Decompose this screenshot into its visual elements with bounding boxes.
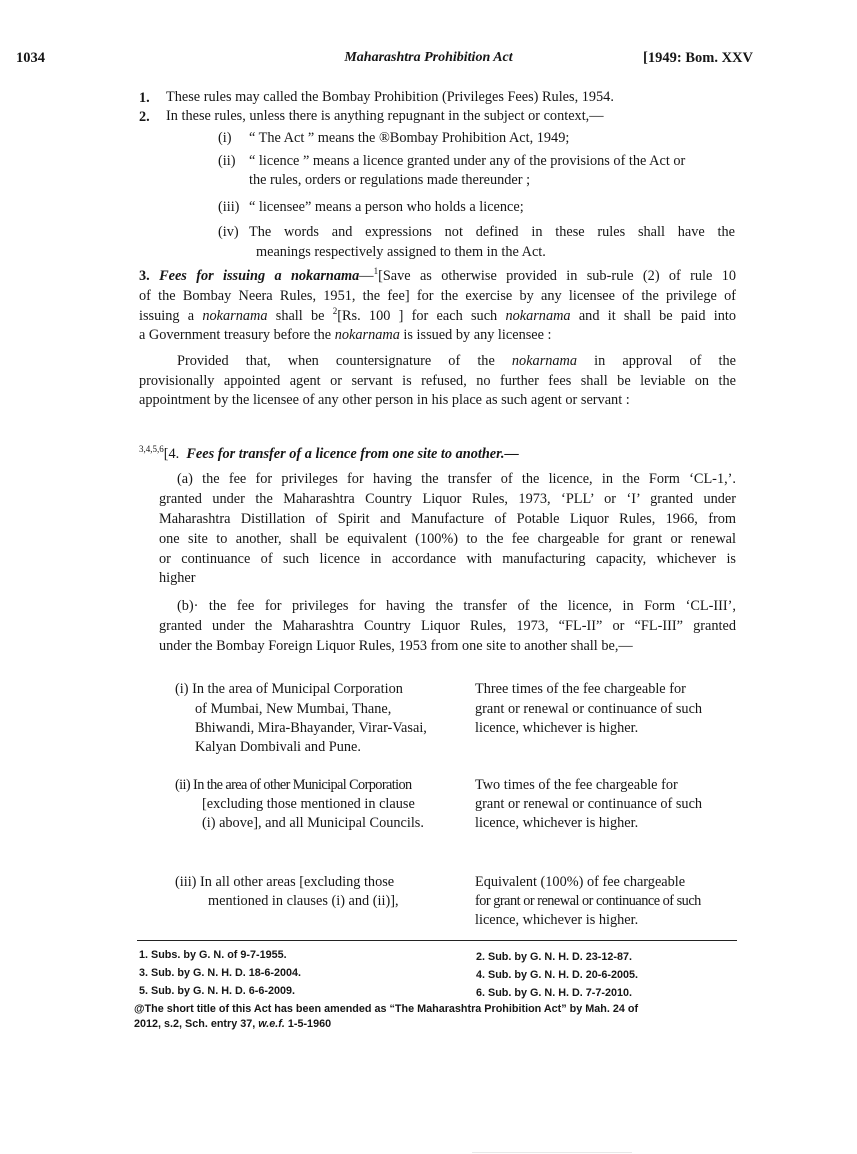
area-cell-line: (iii) In all other areas [excluding those <box>175 874 395 890</box>
clause-b-line-3: under the Bombay Foreign Liquor Rules, 1953 from one site to another shall be,— <box>159 638 633 654</box>
fee-cell-line: grant or renewal or continuance of such <box>475 796 703 812</box>
footnote-1: 1. Subs. by G. N. of 9-7-1955. <box>139 949 287 961</box>
footnote-mark: 3,4,5,6 <box>139 444 164 454</box>
clause-a-line-3: Maharashtra Distillation of Spirit and Manufacture of Potable Liquor Rules, 1966, from <box>159 511 736 527</box>
fee-cell-line: licence, whichever is higher. <box>475 720 639 736</box>
footnote-3: 3. Sub. by G. N. H. D. 18-6-2004. <box>139 967 302 979</box>
proviso-line-3: appointment by the licensee of any other person in his place as such agent or servant : <box>139 392 630 408</box>
rule-4-heading: Fees for transfer of a licence from one site to another.— <box>186 446 519 462</box>
short-title-note-line-1: @The short title of this Act has been amended as “The Maharashtra Prohibition Act” by Mah. 24 of <box>134 1003 639 1015</box>
page-number: 1034 <box>16 50 45 66</box>
rule-2-number: 2. <box>139 109 150 125</box>
rule-4-number: [4. <box>163 446 180 462</box>
area-cell-line: mentioned in clauses (i) and (ii)], <box>208 893 399 909</box>
short-title-note-wef: w.e.f. <box>258 1018 285 1030</box>
definition-iv-line-1: The words and expressions not defined in these rules shall have the <box>249 224 735 240</box>
nokarnama-term: nokarnama <box>511 353 578 369</box>
definition-i-number: (i) <box>218 130 232 146</box>
clause-a-line-6: higher <box>159 570 196 586</box>
area-cell-line: of Mumbai, New Mumbai, Thane, <box>195 701 392 717</box>
clause-a-line-2: granted under the Maharashtra Country Liquor Rules, 1973, ‘PLL’ or ‘I’ granted under <box>159 491 736 507</box>
rule-3-text-4b: is issued by any licensee : <box>403 327 552 343</box>
rule-3-text-3b: shall be <box>275 308 325 324</box>
footnote-mark: 1 <box>373 266 379 276</box>
definition-iii-text: “ licensee” means a person who holds a licence; <box>249 199 524 215</box>
rule-3-line-3 <box>139 307 736 326</box>
header-year-reference: [1949: Bom. XXV <box>643 50 753 66</box>
area-cell-line: (i) In the area of Municipal Corporation <box>175 681 403 697</box>
rule-3-text-3c: [Rs. 100 ] for each such <box>337 308 498 324</box>
rule-3-number: 3. <box>139 268 150 284</box>
fee-cell-line: grant or renewal or continuance of such <box>475 701 703 717</box>
definition-ii-number: (ii) <box>218 153 236 169</box>
proviso-line-2: provisionally appointed agent or servant is refused, no further fees shall be leviable on the <box>139 373 736 389</box>
fee-cell-line: for grant or renewal or continuance of such <box>475 893 701 909</box>
proviso-text-1b: in approval of the <box>594 353 736 369</box>
footnote-5: 5. Sub. by G. N. H. D. 6-6-2009. <box>139 985 296 997</box>
rule-2-text: In these rules, unless there is anything repugnant in the subject or context,— <box>166 108 604 124</box>
fee-cell-line: licence, whichever is higher. <box>475 912 639 928</box>
area-cell-line: Kalyan Dombivali and Pune. <box>195 739 361 755</box>
proviso-line-1 <box>177 352 736 371</box>
area-cell-line: [excluding those mentioned in clause <box>202 796 415 812</box>
fee-cell-line: Three times of the fee chargeable for <box>475 681 686 697</box>
definition-ii-line-2: the rules, orders or regulations made thereunder ; <box>249 172 531 188</box>
definition-i-text: “ The Act ” means the ®Bombay Prohibition Act, 1949; <box>249 130 570 146</box>
rule-3-text-3a: issuing a <box>139 308 195 324</box>
footnote-mark: 2 <box>332 306 338 316</box>
clause-b-line-1: (b)· the fee for privileges for having the transfer of the licence, in Form ‘CL-III’, <box>177 598 736 614</box>
rule-3-text-4a: a Government treasury before the <box>139 327 332 343</box>
short-title-note-text-b: 1-5-1960 <box>287 1018 332 1030</box>
footnote-2: 2. Sub. by G. N. H. D. 23-12-87. <box>476 951 633 963</box>
rule-3-line-2: of the Bombay Neera Rules, 1951, the fee] for the exercise by any licensee of the privilege of <box>139 288 736 304</box>
running-title: Maharashtra Prohibition Act <box>344 50 513 65</box>
area-cell-line: (ii) In the area of other Municipal Corporation <box>175 777 412 793</box>
footnote-divider <box>137 940 737 941</box>
rule-3-text-1: [Save as otherwise provided in sub-rule (2) of rule 10 <box>378 268 737 284</box>
rule-1-number: 1. <box>139 90 150 106</box>
clause-a-line-5: or continuance of such licence in accordance with manufacturing capacity, whichever is <box>159 551 736 567</box>
nokarnama-term: nokarnama <box>202 308 268 324</box>
definition-iv-number: (iv) <box>218 224 239 240</box>
rule-3-line-4 <box>139 326 552 345</box>
nokarnama-term: nokarnama <box>334 327 400 343</box>
rule-3-heading: Fees for issuing a nokarnama <box>159 268 360 284</box>
fee-cell-line: licence, whichever is higher. <box>475 815 639 831</box>
clause-a-line-1: (a) the fee for privileges for having the transfer of the licence, in the Form ‘CL-1,’. <box>177 471 736 487</box>
fee-cell-line: Two times of the fee chargeable for <box>475 777 678 793</box>
rule-3-line-1 <box>139 267 736 286</box>
footnote-6: 6. Sub. by G. N. H. D. 7-7-2010. <box>476 987 633 999</box>
short-title-note-line-2 <box>134 1017 331 1032</box>
short-title-note-text-a: 2012, s.2, Sch. entry 37, <box>134 1018 256 1030</box>
footnote-4: 4. Sub. by G. N. H. D. 20-6-2005. <box>476 969 639 981</box>
rule-3-text-3d: and it shall be paid into <box>578 308 737 324</box>
definition-iv-line-2: meanings respectively assigned to them in the Act. <box>256 244 546 260</box>
rule-3-heading-dash: — <box>359 268 374 284</box>
nokarnama-term: nokarnama <box>505 308 571 324</box>
rule-1-text: These rules may called the Bombay Prohibition (Privileges Fees) Rules, 1954. <box>166 89 614 105</box>
clause-a-line-4: one site to another, shall be equivalent (100%) to the fee chargeable for grant or renewal <box>159 531 736 547</box>
scan-edge-mark <box>472 1152 632 1153</box>
clause-b-line-2: granted under the Maharashtra Country Liquor Rules, 1973, “FL-II” or “FL-III” granted <box>159 618 736 634</box>
rule-4-heading-line <box>139 445 519 464</box>
area-cell-line: (i) above], and all Municipal Councils. <box>202 815 424 831</box>
area-cell-line: Bhiwandi, Mira-Bhayander, Virar-Vasai, <box>195 720 427 736</box>
definition-ii-line-1: “ licence ” means a licence granted under any of the provisions of the Act or <box>249 153 686 169</box>
proviso-text-1a: Provided that, when countersignature of the <box>177 353 495 369</box>
fee-cell-line: Equivalent (100%) of fee chargeable <box>475 874 686 890</box>
definition-iii-number: (iii) <box>218 199 240 215</box>
